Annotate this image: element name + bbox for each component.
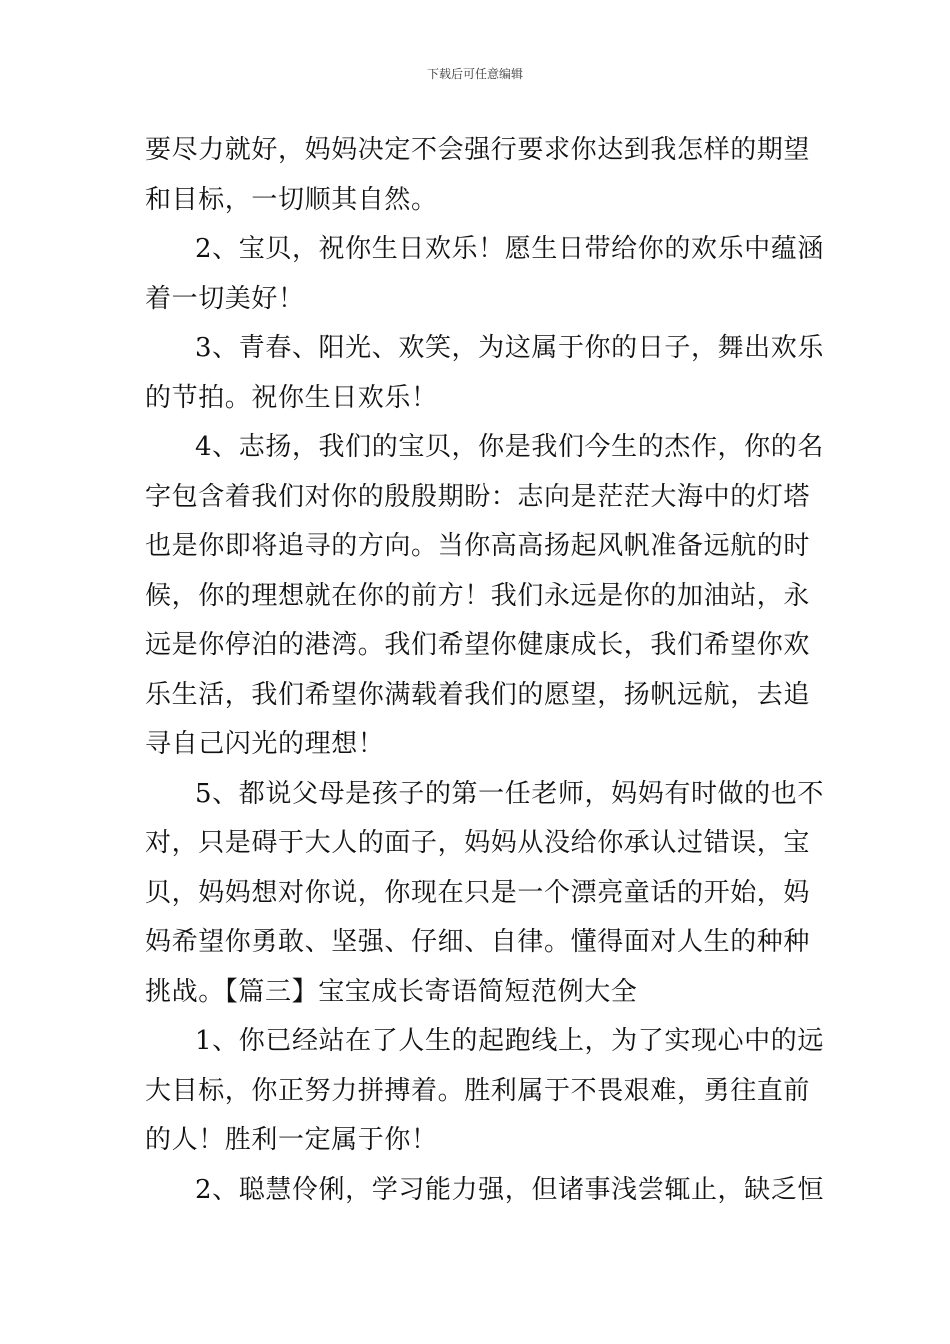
text-line: 1、你已经站在了人生的起跑线上，为了实现心中的远 (195, 1026, 824, 1056)
text-line: 大目标，你正努力拼搏着。胜利属于不畏艰难，勇往直前 (145, 1075, 811, 1106)
text-line: 着一切美好！ (145, 283, 305, 314)
text-line: 挑战。【篇三】宝宝成长寄语简短范例大全 (145, 976, 638, 1007)
text-line: 也是你即将追寻的方向。当你高高扬起风帆准备远航的时 (145, 531, 811, 561)
text-line: 字包含着我们对你的殷殷期盼：志向是茫茫大海中的灯塔 (145, 481, 811, 512)
text-line: 贝，妈妈想对你说，你现在只是一个漂亮童话的开始，妈 (145, 877, 811, 908)
text-line: 对，只是碍于大人的面子，妈妈从没给你承认过错误，宝 (145, 828, 811, 858)
text-line: 要尽力就好，妈妈决定不会强行要求你达到我怎样的期望 (145, 135, 811, 165)
text-line: 的人！胜利一定属于你！ (145, 1125, 438, 1155)
text-line: 乐生活，我们希望你满载着我们的愿望，扬帆远航，去追 (145, 679, 811, 710)
text-line: 远是你停泊的港湾。我们希望你健康成长，我们希望你欢 (145, 630, 811, 660)
page-header: 下载后可任意编辑 (426, 67, 523, 81)
text-line: 妈希望你勇敢、坚强、仔细、自律。懂得面对人生的种种 (145, 927, 811, 957)
text-line: 4、志扬，我们的宝贝，你是我们今生的杰作，你的名 (195, 432, 824, 462)
text-line: 2、聪慧伶俐，学习能力强，但诸事浅尝辄止，缺乏恒 (195, 1174, 824, 1205)
text-line: 寻自己闪光的理想！ (145, 729, 385, 759)
text-line: 5、都说父母是孩子的第一任老师，妈妈有时做的也不 (195, 778, 824, 809)
text-line: 2、宝贝，祝你生日欢乐！愿生日带给你的欢乐中蕴涵 (195, 234, 824, 264)
text-line: 的节拍。祝你生日欢乐！ (145, 382, 438, 413)
document-body (145, 126, 824, 1215)
text-line: 候，你的理想就在你的前方！我们永远是你的加油站，永 (145, 580, 811, 611)
text-line: 和目标，一切顺其自然。 (145, 184, 438, 215)
text-line: 3、青春、阳光、欢笑，为这属于你的日子，舞出欢乐 (195, 333, 824, 363)
